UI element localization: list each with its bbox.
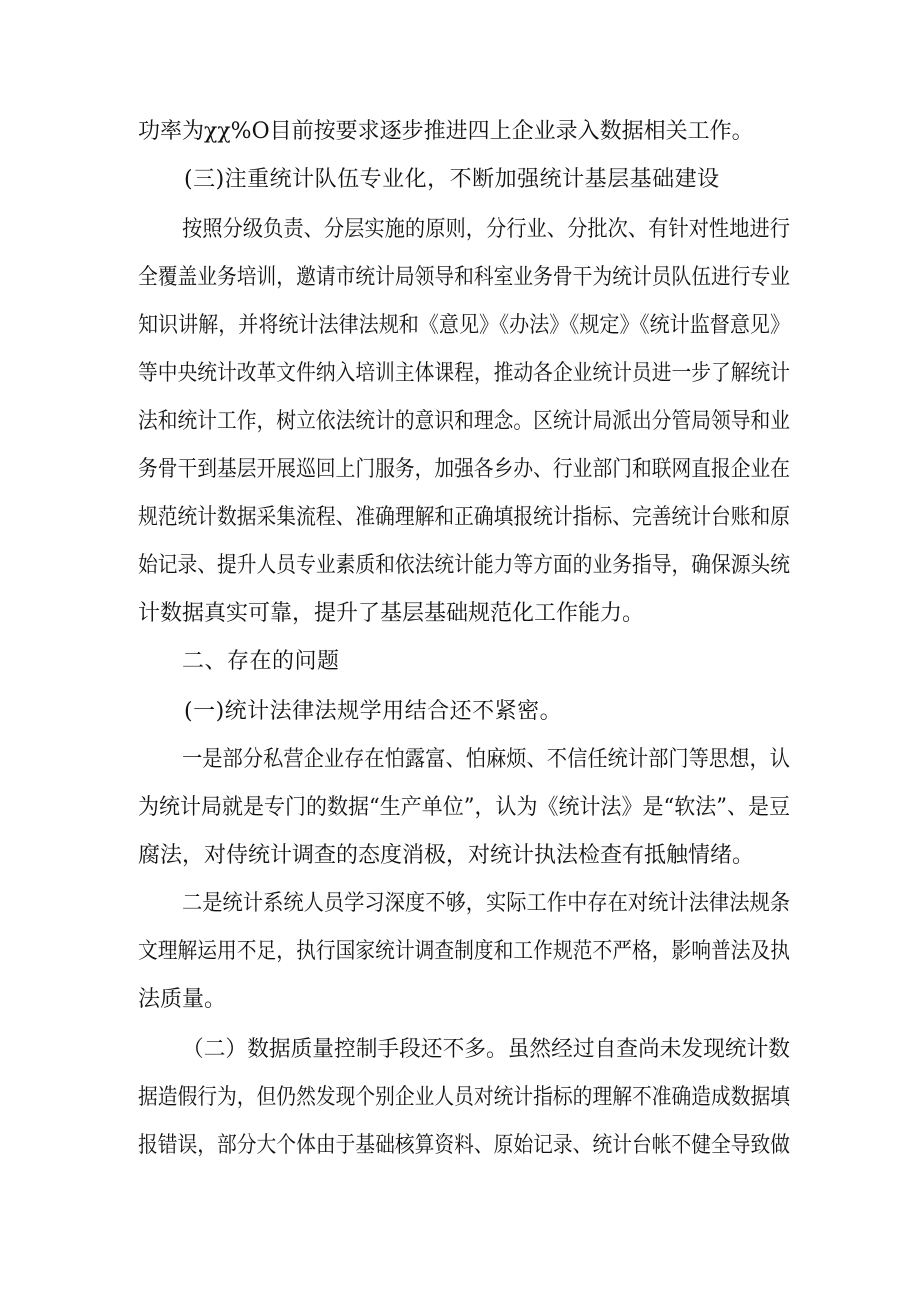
line-text: 计数据真实可靠，提升了基层基础规范化工作能力。	[138, 601, 645, 626]
text-line-8	[0, 448, 920, 492]
subsection-heading-1	[0, 690, 920, 734]
text-line-6	[0, 352, 920, 396]
text-line-4	[0, 256, 920, 300]
text-line-1	[0, 110, 920, 154]
text-line-5	[0, 304, 920, 348]
heading-text: 二、存在的问题	[182, 649, 340, 674]
heading-text: (一)统计法律法规学用结合还不紧密。	[184, 699, 563, 724]
line-text: 腐法，对侍统计调查的态度消极，对统计执法检查有抵触情绪。	[138, 843, 755, 868]
heading-text: (三)注重统计队伍专业化，不断加强统计基层基础建设	[184, 167, 720, 192]
text-line-11	[0, 592, 920, 636]
text-line-9	[0, 496, 920, 540]
line-text: 一是部分私营企业存在怕露富、怕麻烦、不信任统计部门等思想，认	[182, 747, 791, 772]
text-line-15	[0, 786, 920, 830]
text-line-17	[0, 882, 920, 926]
line-text: 法质量。	[138, 987, 227, 1012]
text-line-16	[0, 834, 920, 878]
line-text: 按照分级负责、分层实施的原则，分行业、分批次、有针对性地进行	[182, 217, 791, 242]
text-line-7	[0, 400, 920, 444]
line-text: 为统计局就是专门的数据“生产单位”，认为《统计法》是“软法”、是豆	[138, 795, 790, 820]
line-text: 等中央统计改革文件纳入培训主体课程，推动各企业统计员进一步了解统计	[138, 361, 791, 386]
line-text: 始记录、提升人员专业素质和依法统计能力等方面的业务指导，确保源头统	[138, 553, 791, 578]
line-text: （二）数据质量控制手段还不多。虽然经过自查尚未发现统计数	[182, 1037, 791, 1062]
line-text: 报错误，部分大个体由于基础核算资料、原始记录、统计台帐不健全导致做	[138, 1133, 791, 1158]
line-text: 务骨干到基层开展巡回上门服务，加强各乡办、行业部门和联网直报企业在	[138, 457, 791, 482]
text-line-3	[0, 208, 920, 252]
text-line-22	[0, 1124, 920, 1168]
line-text: 功率为χχ%O目前按要求逐步推进四上企业录入数据相关工作。	[138, 119, 754, 144]
line-text: 全覆盖业务培训，邀请市统计局领导和科室业务骨干为统计员队伍进行专业	[138, 265, 791, 290]
line-text: 据造假行为，但仍然发现个别企业人员对统计指标的理解不准确造成数据填	[138, 1085, 791, 1110]
section-heading-3	[0, 158, 920, 202]
text-line-18	[0, 930, 920, 974]
text-line-14	[0, 738, 920, 782]
text-line-19	[0, 978, 920, 1022]
line-text: 二是统计系统人员学习深度不够，实际工作中存在对统计法律法规条	[182, 891, 791, 916]
line-text: 文理解运用不足，执行国家统计调查制度和工作规范不严格，影响普法及执	[138, 939, 791, 964]
line-text: 法和统计工作，树立依法统计的意识和理念。区统计局派出分管局领导和业	[138, 409, 791, 434]
text-line-10	[0, 544, 920, 588]
line-text: 知识讲解，并将统计法律法规和《意见》《办法》《规定》《统计监督意见》	[138, 313, 791, 338]
text-line-20	[0, 1028, 920, 1072]
text-line-21	[0, 1076, 920, 1120]
section-heading-2	[0, 640, 920, 684]
line-text: 规范统计数据采集流程、准确理解和正确填报统计指标、完善统计台账和原	[138, 505, 791, 530]
